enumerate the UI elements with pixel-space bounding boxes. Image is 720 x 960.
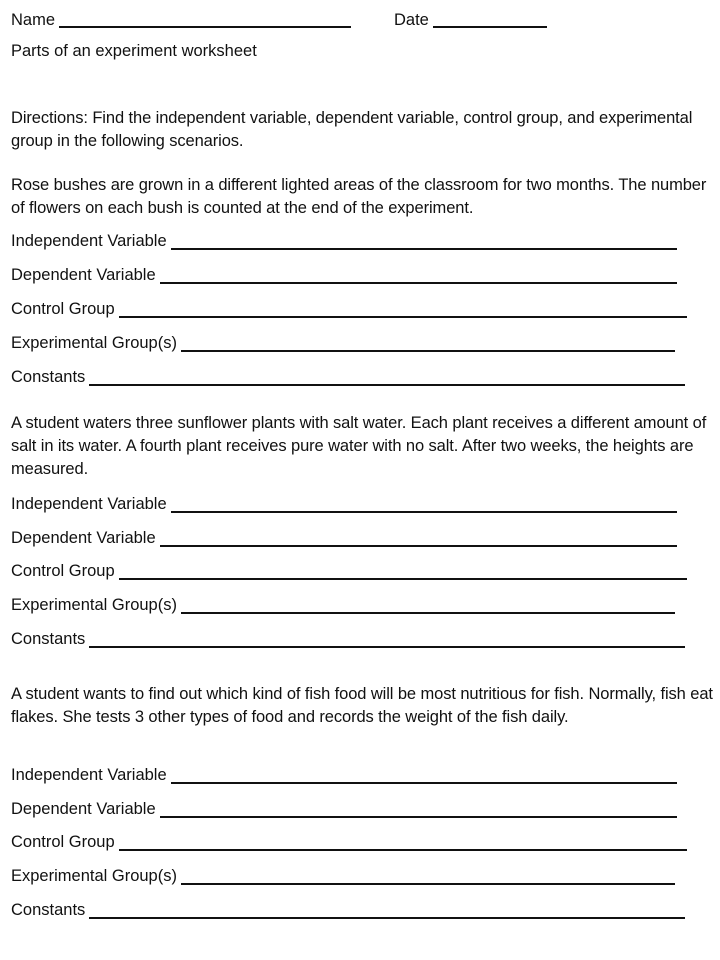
s2-dependent-field [11, 525, 677, 549]
s3-independent-label: Independent Variable [11, 766, 167, 784]
worksheet-title: Parts of an experiment worksheet [11, 42, 257, 60]
s2-constants-field [11, 626, 685, 650]
s1-experimental-field [11, 330, 675, 354]
scenario-1-text: Rose bushes are grown in a different lighted areas of the classroom for two months. The number of flowers on each bush is counted at the end of the experiment. [11, 176, 707, 217]
name-label: Name [11, 11, 56, 29]
s2-constants-label: Constants [11, 630, 86, 648]
s2-dependent-blank[interactable] [160, 545, 677, 547]
s3-experimental-blank[interactable] [181, 883, 675, 885]
s1-constants-field [11, 364, 685, 388]
s2-control-blank[interactable] [119, 578, 687, 580]
s1-dependent-blank[interactable] [160, 282, 677, 284]
s3-constants-label: Constants [11, 901, 86, 919]
s2-experimental-field [11, 592, 675, 616]
s1-dependent-label: Dependent Variable [11, 266, 156, 284]
s3-dependent-blank[interactable] [160, 816, 677, 818]
s3-dependent-label: Dependent Variable [11, 800, 156, 818]
s1-independent-field [11, 228, 677, 252]
s3-control-label: Control Group [11, 833, 115, 851]
s3-experimental-field [11, 863, 675, 887]
s3-independent-field [11, 762, 677, 786]
s1-control-blank[interactable] [119, 316, 687, 318]
s2-independent-label: Independent Variable [11, 495, 167, 513]
directions: Directions: Find the independent variable, dependent variable, control group, and experimental group in the following scenarios. [11, 109, 693, 150]
date-field [394, 6, 547, 30]
name-blank[interactable] [59, 26, 351, 28]
date-label: Date [394, 11, 429, 29]
s1-dependent-field [11, 262, 677, 286]
s1-independent-label: Independent Variable [11, 232, 167, 250]
s1-independent-blank[interactable] [171, 248, 677, 250]
s2-control-label: Control Group [11, 562, 115, 580]
s3-experimental-label: Experimental Group(s) [11, 867, 177, 885]
s2-control-field [11, 558, 687, 582]
s3-constants-blank[interactable] [89, 917, 685, 919]
s3-constants-field [11, 897, 685, 921]
s2-experimental-label: Experimental Group(s) [11, 596, 177, 614]
s1-constants-label: Constants [11, 368, 86, 386]
name-field [11, 6, 351, 30]
date-blank[interactable] [433, 26, 547, 28]
s3-control-field [11, 829, 687, 853]
s3-independent-blank[interactable] [171, 782, 677, 784]
s1-control-label: Control Group [11, 300, 115, 318]
s3-control-blank[interactable] [119, 849, 687, 851]
s2-constants-blank[interactable] [89, 646, 685, 648]
s2-dependent-label: Dependent Variable [11, 529, 156, 547]
s1-constants-blank[interactable] [89, 384, 685, 386]
s2-independent-blank[interactable] [171, 511, 677, 513]
s1-experimental-blank[interactable] [181, 350, 675, 352]
s2-independent-field [11, 491, 677, 515]
s3-dependent-field [11, 796, 677, 820]
scenario-2-text: A student waters three sunflower plants with salt water. Each plant receives a different amount of salt in its water. A fourth plant receives pure water with no salt. After two weeks, the heights are measured. [11, 414, 707, 478]
s2-experimental-blank[interactable] [181, 612, 675, 614]
s1-experimental-label: Experimental Group(s) [11, 334, 177, 352]
scenario-3-text: A student wants to find out which kind of fish food will be most nutritious for fish. Normally, fish eat flakes. She tests 3 other types of food and records the weight of the fish daily. [11, 685, 713, 726]
s1-control-field [11, 296, 687, 320]
